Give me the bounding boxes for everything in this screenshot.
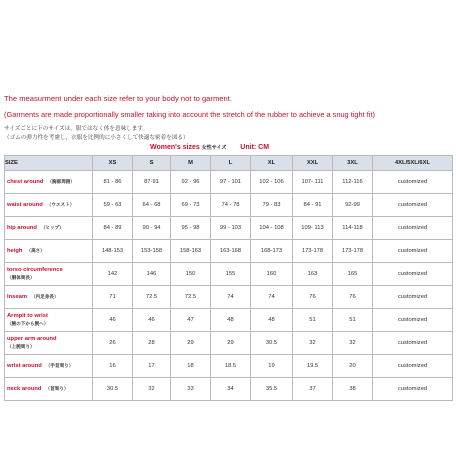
size-value-cell: customized: [373, 355, 453, 378]
size-value-cell: 30.5: [251, 332, 293, 355]
size-header-row: [5, 156, 453, 171]
measurement-label-jp: （胸部周囲）: [47, 179, 75, 184]
size-chart-title-jp: 女性サイズ: [201, 145, 227, 151]
size-value-cell: 17: [133, 355, 171, 378]
size-value-cell: 163-168: [211, 240, 251, 263]
size-value-cell: customized: [373, 217, 453, 240]
measurement-label: [5, 217, 93, 240]
size-value-cell: 48: [211, 309, 251, 332]
size-value-cell: 107- 111: [293, 171, 333, 194]
size-header-cell: XS: [93, 156, 133, 171]
measurement-label-jp: （胴体周長）: [7, 275, 35, 280]
size-value-cell: 46: [93, 309, 133, 332]
size-header-cell: S: [133, 156, 171, 171]
size-value-cell: 33: [171, 378, 211, 401]
measurement-label-jp: （ウエスト）: [46, 202, 75, 207]
size-value-cell: 74 - 78: [211, 194, 251, 217]
size-value-cell: 32: [333, 332, 373, 355]
measurement-label-jp: （上腕周り）: [7, 344, 35, 349]
table-row: [5, 332, 453, 355]
size-value-cell: 34: [211, 378, 251, 401]
size-value-cell: 51: [333, 309, 373, 332]
measurement-label: [5, 378, 93, 401]
size-value-cell: 99 - 103: [211, 217, 251, 240]
size-value-cell: 71: [93, 286, 133, 309]
size-value-cell: 46: [133, 309, 171, 332]
size-value-cell: 37: [293, 378, 333, 401]
measurement-label-en: torso circumference: [7, 267, 63, 273]
size-value-cell: 35.5: [251, 378, 293, 401]
size-value-cell: 90 - 94: [133, 217, 171, 240]
table-row: [5, 240, 453, 263]
table-row: [5, 263, 453, 286]
measurement-label-jp: （内足身長）: [30, 294, 59, 299]
size-header-cell: XL: [251, 156, 293, 171]
size-value-cell: 29: [171, 332, 211, 355]
size-value-cell: 148-153: [93, 240, 133, 263]
size-value-cell: customized: [373, 309, 453, 332]
size-value-cell: customized: [373, 332, 453, 355]
table-row: [5, 217, 453, 240]
measurement-label-en: upper arm around: [7, 336, 57, 342]
size-value-cell: 168-173: [251, 240, 293, 263]
measurement-label-en: neck around: [7, 386, 42, 392]
measurement-label-en: waist around: [7, 202, 43, 208]
size-header-cell: M: [171, 156, 211, 171]
size-value-cell: 76: [333, 286, 373, 309]
measurement-label: [5, 263, 93, 286]
size-value-cell: 92 - 96: [171, 171, 211, 194]
size-header-cell: XXL: [293, 156, 333, 171]
table-row: [5, 286, 453, 309]
size-value-cell: 155: [211, 263, 251, 286]
size-value-cell: 95 - 98: [171, 217, 211, 240]
size-value-cell: 28: [133, 332, 171, 355]
size-header-cell: L: [211, 156, 251, 171]
measurement-label: [5, 309, 93, 332]
measurement-label-en: Inseam: [7, 294, 27, 300]
japanese-note-line-2: （ゴムの弾力性を考慮し，衣服を比例的に小さくして快適な密着を図る）: [4, 135, 189, 141]
measurement-label-en: chest around: [7, 179, 44, 185]
size-value-cell: 19.5: [293, 355, 333, 378]
measurement-label-en: hip around: [7, 225, 37, 231]
measurement-label: [5, 355, 93, 378]
size-value-cell: 158-163: [171, 240, 211, 263]
size-value-cell: 26: [93, 332, 133, 355]
size-value-cell: 173-178: [293, 240, 333, 263]
size-value-cell: customized: [373, 240, 453, 263]
measurement-label-en: heigh: [7, 248, 23, 254]
table-row: [5, 309, 453, 332]
body-measurement-note: The measurment under each size refer to your body not to garment.: [4, 94, 232, 103]
unit-label: Unit: CM: [240, 144, 270, 151]
size-value-cell: 81 - 86: [93, 171, 133, 194]
size-chart-heading: [150, 144, 269, 151]
size-value-cell: 72.5: [133, 286, 171, 309]
size-value-cell: 84 - 89: [93, 217, 133, 240]
measurement-label-jp: （ヒップ）: [40, 225, 64, 230]
size-value-cell: 150: [171, 263, 211, 286]
size-value-cell: 48: [251, 309, 293, 332]
size-value-cell: customized: [373, 194, 453, 217]
table-row: [5, 194, 453, 217]
size-value-cell: 160: [251, 263, 293, 286]
size-value-cell: 30.5: [93, 378, 133, 401]
size-value-cell: 84 - 91: [293, 194, 333, 217]
size-value-cell: 163: [293, 263, 333, 286]
size-value-cell: 173-178: [333, 240, 373, 263]
measurement-label: [5, 171, 93, 194]
size-value-cell: customized: [373, 171, 453, 194]
measurement-label-jp: （手首周り）: [45, 363, 74, 368]
size-value-cell: 104 - 108: [251, 217, 293, 240]
size-value-cell: 142: [93, 263, 133, 286]
size-value-cell: 38: [333, 378, 373, 401]
measurement-label: [5, 286, 93, 309]
size-value-cell: 165: [333, 263, 373, 286]
measurement-label: [5, 240, 93, 263]
measurement-label-en: wrist around: [7, 363, 42, 369]
size-value-cell: 16: [93, 355, 133, 378]
size-value-cell: 74: [251, 286, 293, 309]
table-row: [5, 355, 453, 378]
size-column-header: SIZE: [5, 156, 93, 171]
size-value-cell: 51: [293, 309, 333, 332]
size-value-cell: 72.5: [171, 286, 211, 309]
size-value-cell: 87-91: [133, 171, 171, 194]
size-value-cell: 74: [211, 286, 251, 309]
size-value-cell: 64 - 68: [133, 194, 171, 217]
size-value-cell: 153-158: [133, 240, 171, 263]
measurement-label-jp: （首周り）: [45, 386, 69, 391]
size-header-cell: 4XL/5XL/6XL: [373, 156, 453, 171]
size-value-cell: 32: [293, 332, 333, 355]
size-value-cell: 112-116: [333, 171, 373, 194]
size-value-cell: customized: [373, 378, 453, 401]
size-value-cell: 79 - 83: [251, 194, 293, 217]
measurement-label-jp: （高さ）: [26, 248, 45, 253]
size-value-cell: 69 - 73: [171, 194, 211, 217]
measurement-label: [5, 194, 93, 217]
size-value-cell: 59 - 63: [93, 194, 133, 217]
size-chart-title: Women's sizes: [150, 144, 200, 151]
garment-fit-note: (Garments are made proportionally smaller taking into account the stretch of the rubber to achieve a snug tight fit): [4, 110, 375, 119]
size-value-cell: 18.5: [211, 355, 251, 378]
size-value-cell: 20: [333, 355, 373, 378]
size-value-cell: 32: [133, 378, 171, 401]
size-value-cell: 92-99: [333, 194, 373, 217]
size-header-cell: 3XL: [333, 156, 373, 171]
size-value-cell: 18: [171, 355, 211, 378]
table-row: [5, 378, 453, 401]
size-value-cell: 146: [133, 263, 171, 286]
size-value-cell: 76: [293, 286, 333, 309]
size-value-cell: 114-118: [333, 217, 373, 240]
measurement-label-jp: （腋の下から腕へ）: [7, 321, 49, 326]
size-chart-table: [4, 155, 453, 401]
size-value-cell: 102 - 106: [251, 171, 293, 194]
size-value-cell: 97 - 101: [211, 171, 251, 194]
size-value-cell: 29: [211, 332, 251, 355]
table-row: [5, 171, 453, 194]
size-value-cell: customized: [373, 286, 453, 309]
measurement-label-en: Armpit to wrist: [7, 313, 48, 319]
size-value-cell: 19: [251, 355, 293, 378]
size-value-cell: 109- 113: [293, 217, 333, 240]
measurement-label: [5, 332, 93, 355]
size-value-cell: 47: [171, 309, 211, 332]
japanese-note-line-1: サイズごとに下のサイズは，服ではなく体を意味します。: [4, 126, 149, 132]
size-value-cell: customized: [373, 263, 453, 286]
